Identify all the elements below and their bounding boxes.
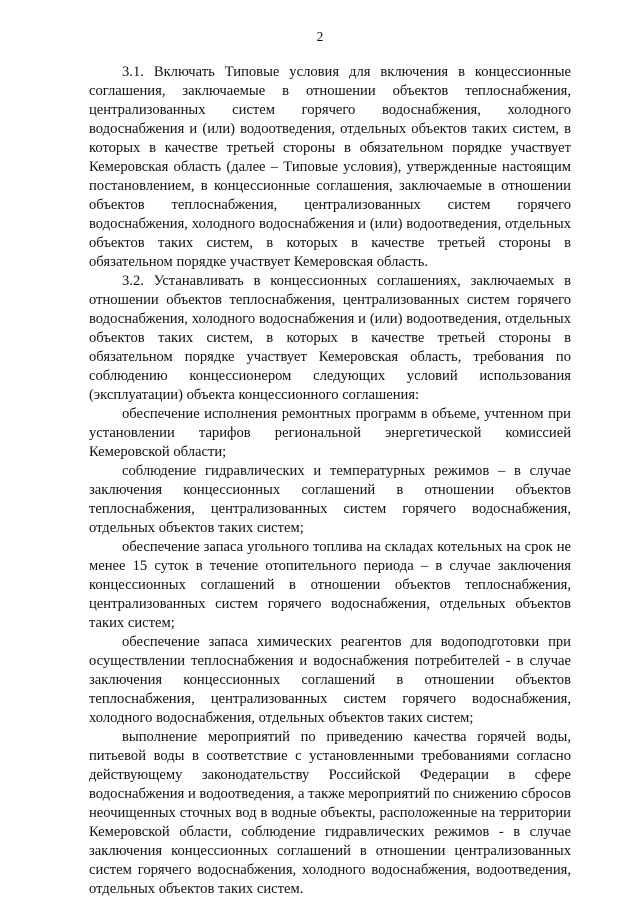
paragraph-3-2: 3.2. Устанавливать в концессионных соглашениях, заключаемых в отношении объектов теплоснабжения, централизованных систем горячего водоснабжения, холодного водоснабжения и (или) водоотведения, отдельных объектов таких систем, в которых в качестве третьей стороны в обязательном порядке участвует Кемеровская область, требования по соблюдению концессионером следующих условий использования (эксплуатации) объекта концессионного соглашения: xyxy=(89,273,571,403)
requirement-repair-programs: обеспечение исполнения ремонтных программ в объеме, учтенном при установлении тарифов региональной энергетической комиссией Кемеровской области; xyxy=(89,406,571,460)
requirement-water-quality-measures: выполнение мероприятий по приведению качества горячей воды, питьевой воды в соответствие с установленными требованиями согласно действующему законодательству Российской Федерации в сфере водоснабжения и водоотведения, а также мероприятий по снижению сбросов неочищенных сточных вод в водные объекты, расположенные на территории Кемеровской области, соблюдение гидравлических режимов - в случае заключения концессионных соглашений в отношении централизованных систем горячего водоснабжения, холодного водоснабжения, водоотведения, отдельных объектов таких систем. xyxy=(89,729,571,897)
requirement-chemical-reagents-reserve: обеспечение запаса химических реагентов для водоподготовки при осуществлении теплоснабжения и водоснабжения потребителей - в случае заключения концессионных соглашений в отношении объектов теплоснабжения, централизованных систем горячего водоснабжения, холодного водоснабжения, отдельных объектов таких систем; xyxy=(89,634,571,726)
requirement-hydraulic-temperature-modes: соблюдение гидравлических и температурных режимов – в случае заключения концессионных соглашений в отношении объектов теплоснабжения, централизованных систем горячего водоснабжения, отдельных объектов таких систем; xyxy=(89,463,571,536)
requirement-coal-fuel-reserve: обеспечение запаса угольного топлива на складах котельных на срок не менее 15 суток в течение отопительного периода – в случае заключения концессионных соглашений в отношении объектов теплоснабжения, централизованных систем горячего водоснабжения, отдельных объектов таких систем; xyxy=(89,539,571,631)
document-body xyxy=(89,63,571,899)
page-number: 2 xyxy=(316,29,324,44)
paragraph-3-1: 3.1. Включать Типовые условия для включения в концессионные соглашения, заключаемые в отношении объектов теплоснабжения, централизованных систем горячего водоснабжения, холодного водоснабжения и (или) водоотведения, отдельных объектов таких систем, в которых в качестве третьей стороны в обязательном порядке участвует Кемеровская область (далее – Типовые условия), утвержденные настоящим постановлением, в концессионные соглашения, заключаемые в отношении объектов теплоснабжения, централизованных систем горячего водоснабжения, холодного водоснабжения и (или) водоотведения, отдельных объектов таких систем, в которых в качестве третьей стороны в обязательном порядке участвует Кемеровская область. xyxy=(89,64,571,270)
